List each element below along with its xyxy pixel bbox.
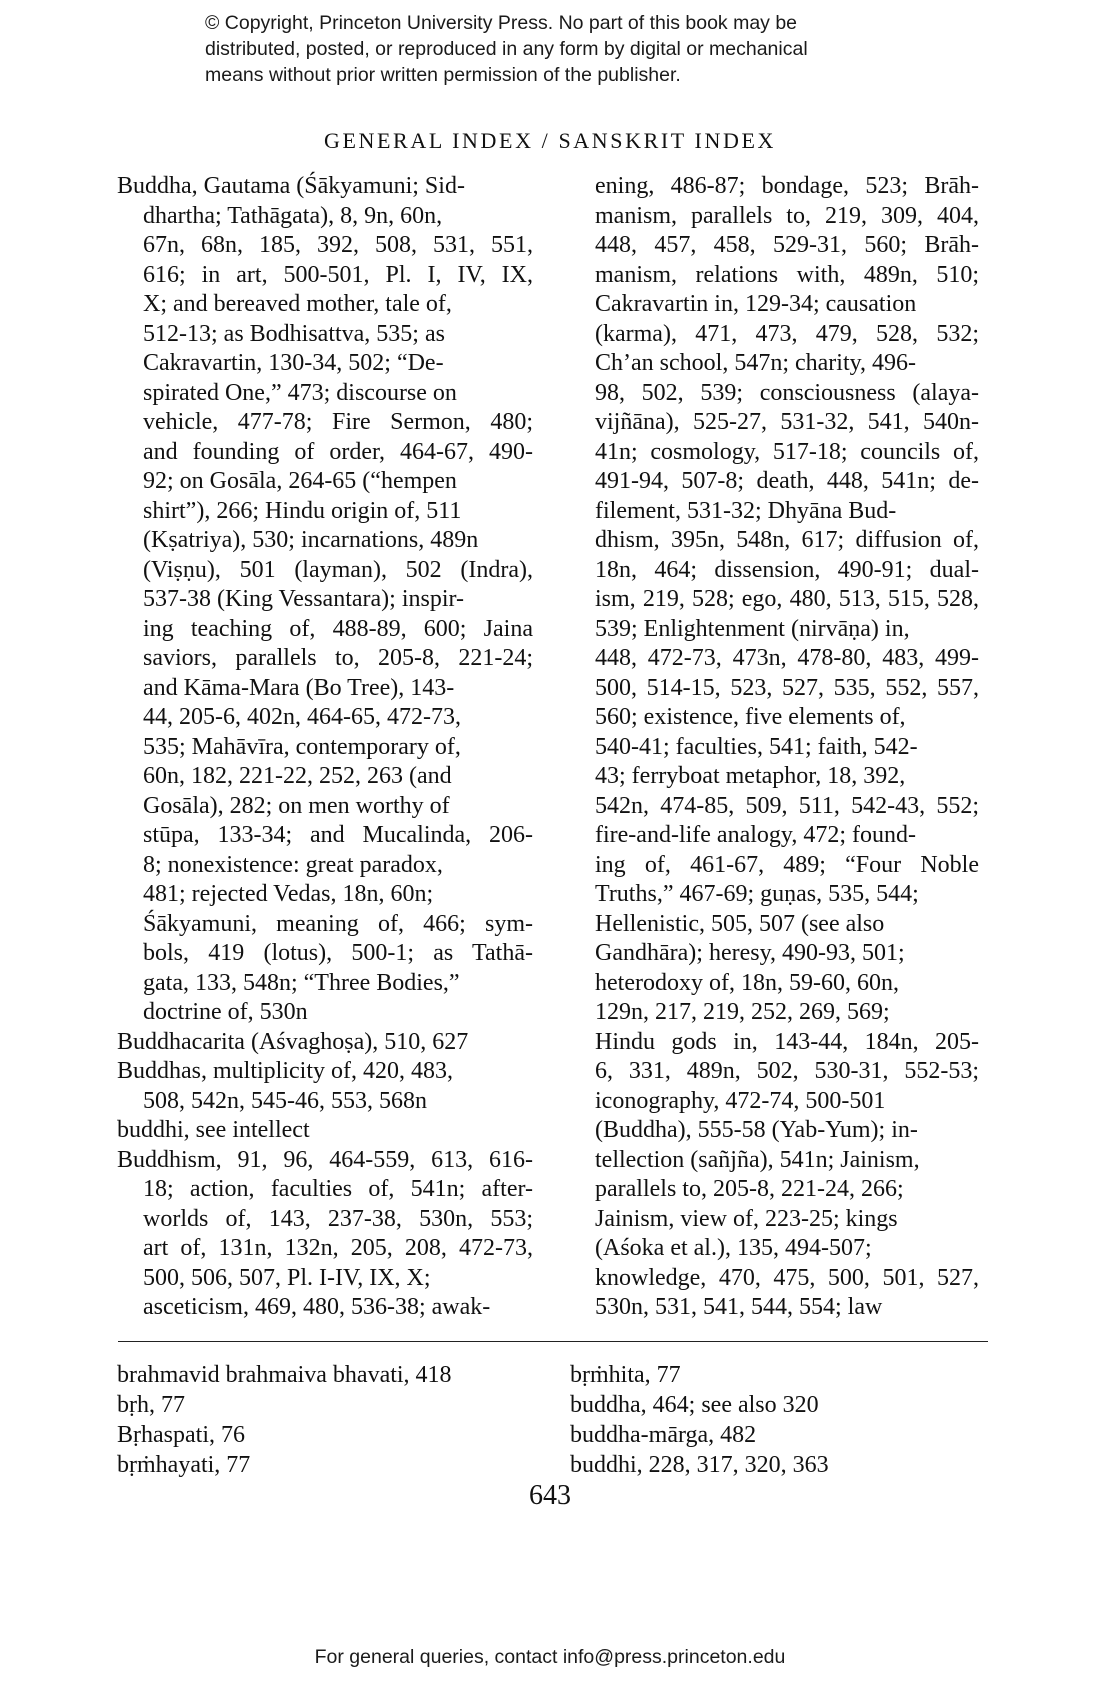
- sanskrit-index-line: bṛṁhayati, 77: [117, 1452, 251, 1478]
- index-line: stūpa, 133-34; and Mucalinda, 206-: [143, 822, 533, 848]
- index-line: Buddhism, 91, 96, 464-559, 613, 616-: [117, 1146, 533, 1173]
- index-line: 616; in art, 500-501, Pl. I, IV, IX,: [143, 261, 533, 288]
- index-line: 508, 542n, 545-46, 553, 568n: [143, 1087, 427, 1114]
- index-line: 481; rejected Vedas, 18n, 60n;: [143, 881, 434, 907]
- index-line: Śākyamuni, meaning of, 466; sym-: [143, 910, 533, 937]
- index-line: filement, 531-32; Dhyāna Bud-: [595, 497, 897, 524]
- index-line: iconography, 472-74, 500-501: [595, 1087, 886, 1114]
- index-line: 540-41; faculties, 541; faith, 542-: [595, 733, 918, 760]
- footer-contact: For general queries, contact info@press.princeton.edu: [314, 1646, 786, 1668]
- index-line: Cakravartin, 130-34, 502; “De-: [143, 350, 444, 376]
- section-divider: [118, 1341, 988, 1342]
- index-line: 500, 514-15, 523, 527, 535, 552, 557,: [595, 674, 979, 701]
- index-line: 560; existence, five elements of,: [595, 704, 906, 730]
- index-line: Hindu gods in, 143-44, 184n, 205-: [595, 1028, 979, 1055]
- index-line: 18n, 464; dissension, 490-91; dual-: [595, 556, 979, 583]
- index-line: parallels to, 205-8, 221-24, 266;: [595, 1176, 904, 1202]
- index-line: art of, 131n, 132n, 205, 208, 472-73,: [143, 1235, 533, 1261]
- index-line: tellection (sañjña), 541n; Jainism,: [595, 1146, 920, 1173]
- index-line: worlds of, 143, 237-38, 530n, 553;: [143, 1205, 533, 1232]
- index-line: (Viṣṇu), 501 (layman), 502 (Indra),: [143, 556, 533, 583]
- index-line: 60n, 182, 221-22, 252, 263 (and: [143, 763, 452, 789]
- index-line: knowledge, 470, 475, 500, 501, 527,: [595, 1264, 979, 1291]
- index-line: buddhi, see intellect: [117, 1117, 310, 1143]
- index-line: dhism, 395n, 548n, 617; diffusion of,: [595, 527, 979, 553]
- index-line: bols, 419 (lotus), 500-1; as Tathā-: [143, 940, 533, 966]
- index-line: 8; nonexistence: great paradox,: [143, 851, 443, 878]
- index-line: Buddhacarita (Aśvaghoṣa), 510, 627: [117, 1028, 469, 1055]
- index-line: Cakravartin in, 129-34; causation: [595, 291, 917, 317]
- index-line: 92; on Gosāla, 264-65 (“hempen: [143, 468, 457, 494]
- index-line: ing teaching of, 488-89, 600; Jaina: [143, 615, 533, 642]
- copyright-line: means without prior written permission of the publisher.: [205, 64, 681, 86]
- copyright-notice: [205, 10, 925, 88]
- index-line: 6, 331, 489n, 502, 530-31, 552-53;: [595, 1058, 979, 1084]
- index-line: 98, 502, 539; consciousness (alaya-: [595, 379, 979, 406]
- index-line: fire-and-life analogy, 472; found-: [595, 822, 916, 848]
- index-line: manism, parallels to, 219, 309, 404,: [595, 202, 979, 229]
- index-line: X; and bereaved mother, tale of,: [143, 291, 452, 317]
- index-line: Gandhāra); heresy, 490-93, 501;: [595, 940, 905, 966]
- sanskrit-index-right: [570, 1360, 990, 1480]
- index-line: (karma), 471, 473, 479, 528, 532;: [595, 320, 979, 347]
- index-line: doctrine of, 530n: [143, 999, 308, 1025]
- sanskrit-index-line: Bṛhaspati, 76: [117, 1422, 245, 1448]
- index-line: 537-38 (King Vessantara); inspir-: [143, 586, 465, 612]
- index-column-left: [117, 172, 537, 1323]
- index-line: ening, 486-87; bondage, 523; Brāh-: [595, 173, 979, 199]
- sanskrit-index-line: buddha, 464; see also 320: [570, 1392, 819, 1418]
- sanskrit-index-left: [117, 1360, 537, 1480]
- running-head: GENERAL INDEX / SANSKRIT INDEX: [324, 128, 776, 153]
- page-number: 643: [529, 1480, 571, 1511]
- index-line: 41n; cosmology, 517-18; councils of,: [595, 438, 979, 465]
- index-line: 512-13; as Bodhisattva, 535; as: [143, 320, 445, 347]
- index-line: vijñāna), 525-27, 531-32, 541, 540n-: [595, 409, 979, 435]
- index-line: 67n, 68n, 185, 392, 508, 531, 551,: [143, 232, 533, 258]
- copyright-line: distributed, posted, or reproduced in any form by digital or mechanical: [205, 38, 808, 60]
- index-line: ing of, 461-67, 489; “Four Noble: [595, 851, 979, 878]
- index-column-right: [595, 172, 985, 1323]
- index-line: (Buddha), 555-58 (Yab-Yum); in-: [595, 1117, 918, 1143]
- index-line: vehicle, 477-78; Fire Sermon, 480;: [143, 409, 533, 435]
- sanskrit-index-line: buddhi, 228, 317, 320, 363: [570, 1452, 829, 1478]
- index-line: 491-94, 507-8; death, 448, 541n; de-: [595, 468, 979, 494]
- index-line: 530n, 531, 541, 544, 554; law: [595, 1294, 883, 1320]
- sanskrit-index-line: bṛṁhita, 77: [570, 1362, 681, 1388]
- index-line: ism, 219, 528; ego, 480, 513, 515, 528,: [595, 586, 979, 612]
- index-line: and Kāma-Mara (Bo Tree), 143-: [143, 674, 455, 701]
- index-line: heterodoxy of, 18n, 59-60, 60n,: [595, 969, 899, 996]
- index-line: spirated One,” 473; discourse on: [143, 379, 457, 406]
- index-line: (Aśoka et al.), 135, 494-507;: [595, 1235, 872, 1261]
- sanskrit-index-line: buddha-mārga, 482: [570, 1422, 757, 1448]
- index-line: 448, 472-73, 473n, 478-80, 483, 499-: [595, 645, 979, 671]
- index-line: shirt”), 266; Hindu origin of, 511: [143, 497, 462, 524]
- index-line: dhartha; Tathāgata), 8, 9n, 60n,: [143, 202, 443, 229]
- index-line: Gosāla), 282; on men worthy of: [143, 792, 450, 819]
- index-line: 539; Enlightenment (nirvāṇa) in,: [595, 615, 910, 642]
- index-line: Truths,” 467-69; guṇas, 535, 544;: [595, 881, 919, 907]
- index-line: 129n, 217, 219, 252, 269, 569;: [595, 999, 890, 1025]
- index-line: 500, 506, 507, Pl. I-IV, IX, X;: [143, 1264, 431, 1291]
- index-line: and founding of order, 464-67, 490-: [143, 438, 533, 465]
- index-line: Hellenistic, 505, 507 (see also: [595, 910, 885, 937]
- copyright-line: © Copyright, Princeton University Press. No part of this book may be: [205, 12, 798, 34]
- sanskrit-index-line: bṛh, 77: [117, 1392, 185, 1418]
- index-line: 535; Mahāvīra, contemporary of,: [143, 733, 461, 760]
- index-line: asceticism, 469, 480, 536-38; awak-: [143, 1294, 491, 1320]
- index-line: gata, 133, 548n; “Three Bodies,”: [143, 969, 460, 996]
- index-line: 542n, 474-85, 509, 511, 542-43, 552;: [595, 792, 979, 819]
- sanskrit-index-line: brahmavid brahmaiva bhavati, 418: [117, 1362, 452, 1388]
- index-line: Ch’an school, 547n; charity, 496-: [595, 350, 917, 376]
- index-line: 18; action, faculties of, 541n; after-: [143, 1176, 533, 1202]
- index-line: 448, 457, 458, 529-31, 560; Brāh-: [595, 232, 979, 258]
- index-line: 43; ferryboat metaphor, 18, 392,: [595, 763, 906, 789]
- index-line: manism, relations with, 489n, 510;: [595, 261, 979, 288]
- index-line: 44, 205-6, 402n, 464-65, 472-73,: [143, 704, 461, 730]
- index-line: (Kṣatriya), 530; incarnations, 489n: [143, 527, 479, 553]
- index-line: Jainism, view of, 223-25; kings: [595, 1205, 898, 1232]
- index-line: Buddhas, multiplicity of, 420, 483,: [117, 1058, 453, 1084]
- index-line: saviors, parallels to, 205-8, 221-24;: [143, 645, 533, 671]
- index-line: Buddha, Gautama (Śākyamuni; Sid-: [117, 173, 465, 199]
